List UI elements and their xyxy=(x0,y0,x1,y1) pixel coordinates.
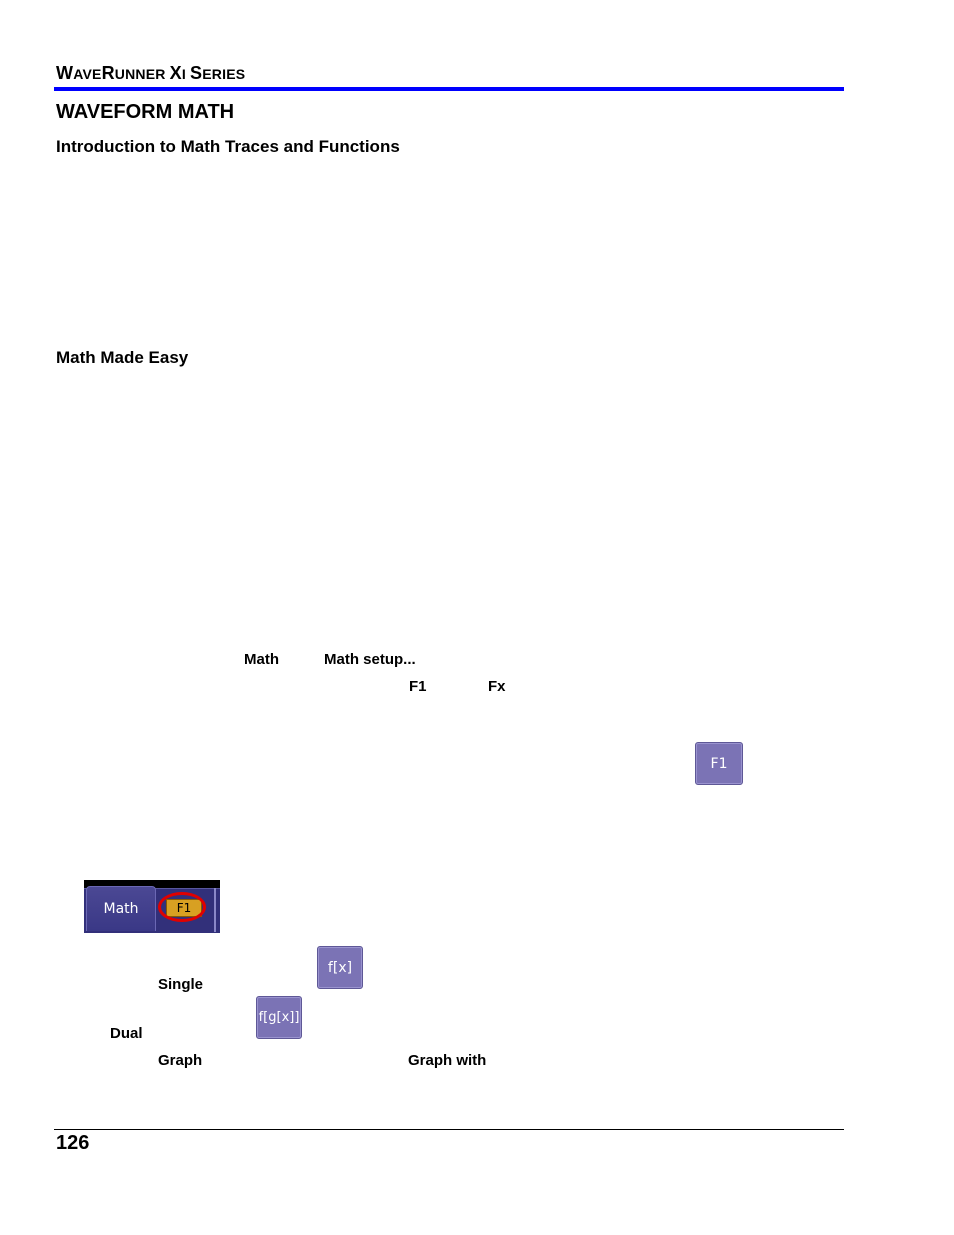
term-dual: Dual xyxy=(110,1025,143,1042)
math-tab-screenshot xyxy=(84,880,220,932)
running-header xyxy=(56,63,245,84)
math-made-easy-heading: Math Made Easy xyxy=(56,348,189,367)
term-fx: Fx xyxy=(488,678,506,695)
header-s: S xyxy=(190,63,203,83)
header-divider xyxy=(54,87,844,91)
term-math: Math xyxy=(244,651,279,668)
footer-divider xyxy=(54,1129,844,1130)
intro-heading: Introduction to Math Traces and Functions xyxy=(56,137,400,156)
single-function-softkey[interactable]: f[x] xyxy=(317,946,363,989)
f1-softkey[interactable]: F1 xyxy=(695,742,743,785)
term-graph-with: Graph with xyxy=(408,1052,487,1069)
highlight-circle xyxy=(158,892,206,922)
term-graph: Graph xyxy=(158,1052,203,1069)
header-eries: ERIES xyxy=(202,66,246,82)
header-x: X xyxy=(169,63,182,83)
term-math-setup: Math setup... xyxy=(324,651,416,668)
section-title: WAVEFORM MATH xyxy=(56,101,235,123)
page-number: 126 xyxy=(56,1132,90,1154)
dual-function-softkey[interactable]: f[g[x]] xyxy=(256,996,302,1039)
header-r: R xyxy=(101,63,115,83)
term-single: Single xyxy=(158,976,204,993)
header-w: W xyxy=(56,63,74,83)
math-tab[interactable]: Math xyxy=(86,886,156,931)
f1-trace-tab[interactable]: F1 xyxy=(166,899,202,917)
header-i: I xyxy=(181,66,191,82)
term-f1: F1 xyxy=(409,678,427,695)
tab-separator xyxy=(214,888,216,932)
header-ave: AVE xyxy=(73,66,102,82)
header-unner: UNNER xyxy=(114,66,170,82)
